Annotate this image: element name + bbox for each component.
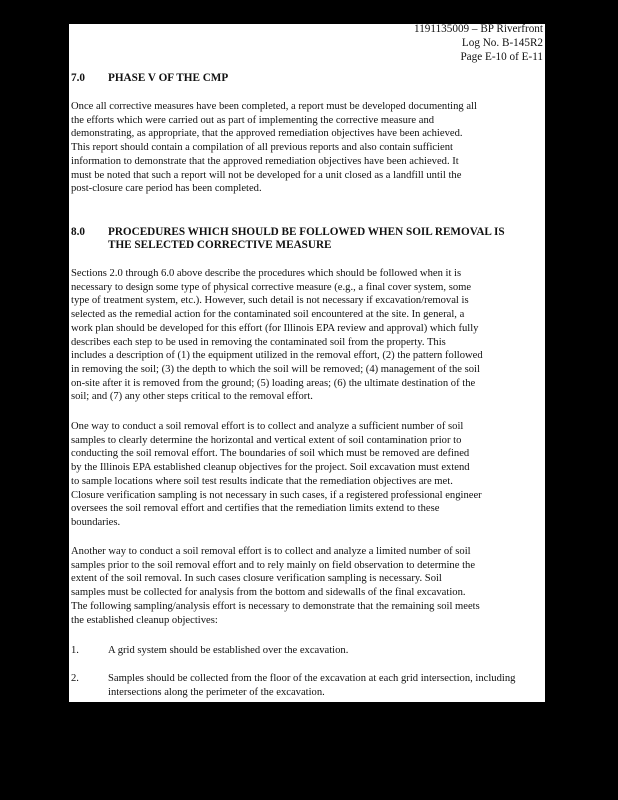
scan-top-shadow <box>69 14 545 24</box>
text-line: must be noted that such a report will not be developed for a unit closed as a landfill until the <box>71 169 462 181</box>
document-page <box>69 24 545 702</box>
text-line: samples must be collected for analysis from the bottom and sidewalls of the final excavation. <box>71 587 466 599</box>
text-line: on-site after it is removed from the ground; (5) loading areas; (6) the ultimate destination of the <box>71 377 476 389</box>
section-7-title: PHASE V OF THE CMP <box>108 72 229 84</box>
list-item-number: 2. <box>71 673 79 684</box>
text-line: This report should contain a compilation of all previous reports and also contain sufficient <box>71 142 453 154</box>
text-line: Another way to conduct a soil removal effort is to collect and analyze a limited number of soil <box>71 546 471 557</box>
section-8-title-line: PROCEDURES WHICH SHOULD BE FOLLOWED WHEN SOIL REMOVAL IS <box>108 226 505 238</box>
text-line: the established cleanup objectives: <box>71 614 218 626</box>
list-item-text: Samples should be collected from the floor of the excavation at each grid intersection, including intersections along the perimeter of the excavation. <box>108 673 516 698</box>
text-line: samples to clearly determine the horizontal and vertical extent of soil contamination prior to <box>71 434 462 446</box>
section-8-paragraph-2 <box>71 420 544 530</box>
text-line: in removing the soil; (3) the depth to which the soil will be removed; (4) management of the soil <box>71 363 480 375</box>
text-line: by the Illinois EPA established cleanup objectives for the project. Soil excavation must extend <box>71 462 470 474</box>
text-line: extent of the soil removal. In such cases closure verification sampling is necessary. Soil <box>71 573 442 585</box>
text-line: Sections 2.0 through 6.0 above describe the procedures which should be followed when it is <box>71 268 462 279</box>
text-line: conducting the soil removal effort. The boundaries of soil which must be removed are defined <box>71 448 470 460</box>
text-line: oversees the soil removal effort and certifies that the remediation limits extend to these <box>71 503 440 515</box>
text-line: includes a description of (1) the equipment utilized in the removal effort, (2) the pattern followed <box>71 350 483 362</box>
text-line: post-closure care period has been completed. <box>71 183 262 195</box>
text-line: the efforts which were carried out as part of implementing the corrective measure and <box>71 114 435 126</box>
text-line: information to demonstrate that the approved remediation objectives have been achieved. It <box>71 155 459 167</box>
header-log-number: Log No. B-145R2 <box>461 37 543 49</box>
text-line: work plan should be developed for this effort (for Illinois EPA review and approval) which fully <box>71 322 479 334</box>
text-line: selected as the remedial action for the contaminated soil encountered at the site. In general, a <box>71 309 465 321</box>
text-line: boundaries. <box>71 516 121 528</box>
list-item-text: A grid system should be established over the excavation. <box>108 645 349 656</box>
text-line: samples prior to the soil removal effort and to rely mainly on field observation to determine the <box>71 559 476 571</box>
section-7-number: 7.0 <box>71 72 85 84</box>
text-line: One way to conduct a soil removal effort is to collect and analyze a sufficient number of soil <box>71 421 464 432</box>
text-line: Once all corrective measures have been completed, a report must be developed documenting all <box>71 101 477 112</box>
text-line: The following sampling/analysis effort is necessary to demonstrate that the remaining soil meets <box>71 600 480 612</box>
text-line: type of treatment system, etc.). However, such detail is not necessary if excavation/removal is <box>71 295 469 307</box>
text-line: necessary to design some type of physical corrective measure (e.g., a final cover system, some <box>71 281 472 293</box>
text-line: demonstrating, as appropriate, that the approved remediation objectives have been achieved. <box>71 128 463 140</box>
text-line: Closure verification sampling is not necessary in such cases, if a registered professional engineer <box>71 489 482 501</box>
list-item-number: 1. <box>71 645 79 656</box>
text-line: describes each step to be used in removing the contaminated soil from the property. This <box>71 336 446 348</box>
header-page-number: Page E-10 of E-11 <box>460 51 543 63</box>
text-line: soil; and (7) any other steps critical to the removal effort. <box>71 391 313 403</box>
text-line: to sample locations where soil test results indicate that the remediation objectives are met. <box>71 475 453 487</box>
section-8-paragraph-3 <box>71 545 544 627</box>
section-8-title <box>108 226 542 252</box>
page-header <box>414 24 543 64</box>
section-8-paragraph-1 <box>71 267 544 404</box>
header-project-line: 1191135009 – BP Riverfront <box>414 24 543 35</box>
section-7-paragraph <box>71 100 544 196</box>
section-8-number: 8.0 <box>71 226 85 238</box>
section-8-title-line: THE SELECTED CORRECTIVE MEASURE <box>108 239 332 251</box>
